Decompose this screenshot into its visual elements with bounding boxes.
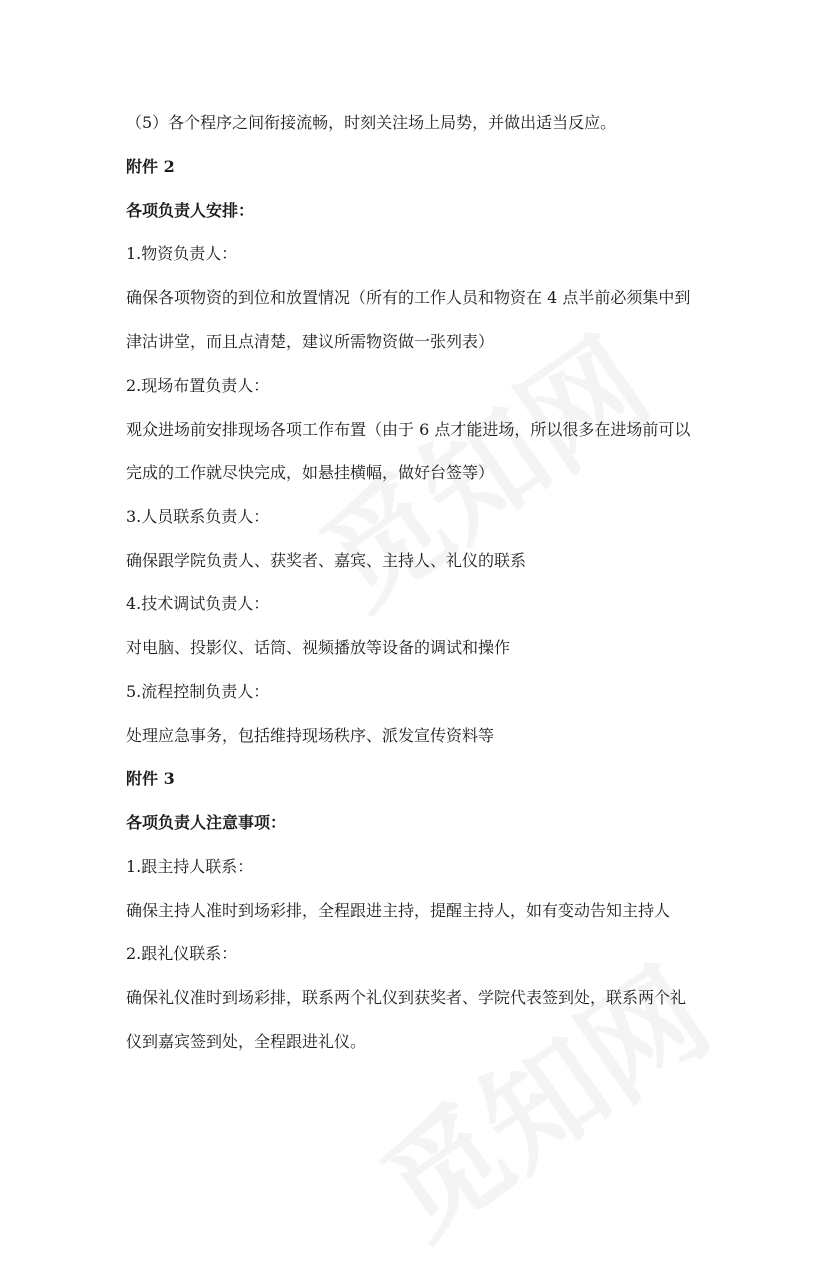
heading-attachment-2: 附件 2 bbox=[126, 157, 175, 176]
heading-attachment-3: 附件 3 bbox=[126, 769, 175, 788]
paragraph-venue-setup-1: 观众进场前安排现场各项工作布置（由于 6 点才能进场，所以很多在进场前可以 bbox=[126, 420, 691, 439]
item-title-materials: 1.物资负责人： bbox=[126, 244, 238, 263]
paragraph-etiquette-contact-1: 确保礼仪准时到场彩排，联系两个礼仪到获奖者、学院代表签到处，联系两个礼 bbox=[126, 988, 687, 1007]
paragraph-flow-control: 处理应急事务，包括维持现场秩序、派发宣传资料等 bbox=[126, 726, 495, 745]
item-title-venue-setup: 2.现场布置负责人： bbox=[126, 376, 270, 395]
paragraph-etiquette-contact-2: 仪到嘉宾签到处，全程跟进礼仪。 bbox=[126, 1032, 367, 1051]
paragraph-materials-1: 确保各项物资的到位和放置情况（所有的工作人员和物资在 4 点半前必须集中到 bbox=[126, 288, 691, 307]
item-title-host-contact: 1.跟主持人联系： bbox=[126, 857, 254, 876]
item-title-technical: 4.技术调试负责人： bbox=[126, 594, 270, 613]
item-title-personnel: 3.人员联系负责人： bbox=[126, 507, 270, 526]
paragraph-materials-2: 津沽讲堂，而且点清楚，建议所需物资做一张列表） bbox=[126, 332, 495, 351]
watermark bbox=[343, 922, 737, 1269]
paragraph-personnel: 确保跟学院负责人、获奖者、嘉宾、主持人、礼仪的联系 bbox=[126, 551, 527, 570]
item-title-etiquette-contact: 2.跟礼仪联系： bbox=[126, 944, 238, 963]
paragraph-host-contact: 确保主持人准时到场彩排，全程跟进主持，提醒主持人，如有变动告知主持人 bbox=[126, 901, 671, 920]
item-title-flow-control: 5.流程控制负责人： bbox=[126, 682, 270, 701]
heading-responsibility-arrangement: 各项负责人安排： bbox=[126, 201, 255, 220]
paragraph-technical: 对电脑、投影仪、话筒、视频播放等设备的调试和操作 bbox=[126, 638, 511, 657]
paragraph-step-5: （5）各个程序之间衔接流畅，时刻关注场上局势，并做出适当反应。 bbox=[126, 113, 617, 132]
paragraph-venue-setup-2: 完成的工作就尽快完成，如悬挂横幅，做好台签等） bbox=[126, 463, 495, 482]
heading-notes: 各项负责人注意事项： bbox=[126, 813, 287, 832]
